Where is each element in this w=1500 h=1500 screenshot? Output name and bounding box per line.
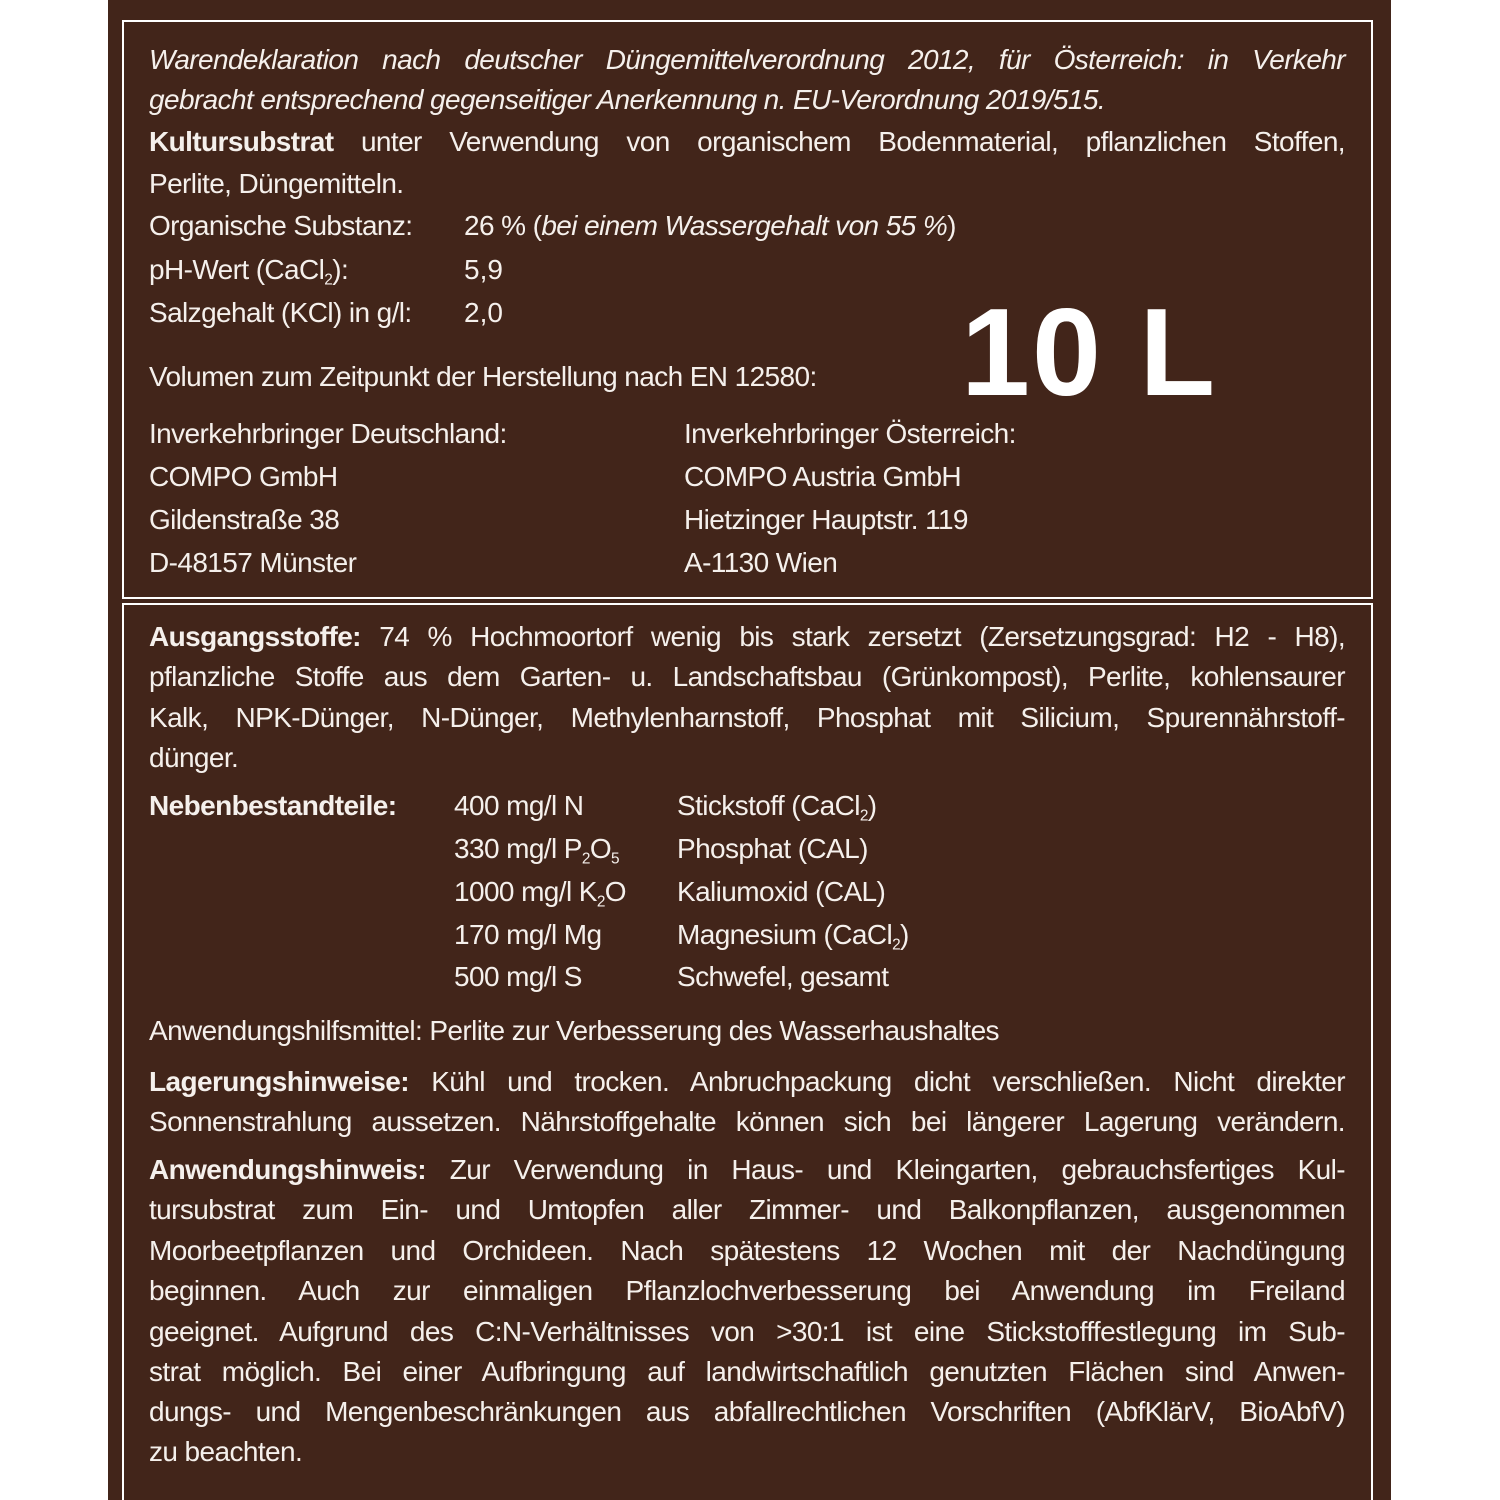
ingredients-line-2: pflanzliche Stoffe aus dem Garten- u. Landschaftsbau (Grünkompost), Perlite, kohlensaurer [149,661,1345,692]
usage-line: geeignet. Aufgrund des C:N-Verhältnisses von >30:1 ist eine Stickstofffestlegung im Sub- [149,1316,1345,1347]
organic-label: Organische Substanz: [149,210,413,241]
ingredients-label: Ausgangsstoffe: [149,621,361,652]
nutrients-label: Nebenbestandteile: [149,790,397,821]
distributor-at-name: COMPO Austria GmbH [684,461,962,492]
application-aid-label: Anwendungshilfsmittel: [149,1015,423,1046]
distributor-de-heading: Inverkehrbringer Deutschland: [149,418,507,449]
organic-note: bei einem Wassergehalt von 55 % [541,210,948,241]
substrate-line-2: Perlite, Düngemitteln. [149,168,404,199]
usage-line-1: Anwendungshinweis: Zur Verwendung in Haus- und Kleingarten, gebrauchsfertiges Kul- [149,1154,1345,1185]
usage-line: tursubstrat zum Ein- und Umtopfen aller Zimmer- und Balkonpflanzen, ausgenommen [149,1194,1345,1225]
ph-value: 5,9 [464,254,503,285]
nutrient-name: Magnesium (CaCl$_2$) [677,919,909,954]
storage-line-2: Sonnenstrahlung aussetzen. Nährstoffgehalte können sich bei längerer Lagerung verändern. [149,1106,1345,1137]
ingredients-line-1: Ausgangsstoffe: 74 % Hochmoortorf wenig bis stark zersetzt (Zersetzungsgrad: H2 - H8), [149,621,1345,652]
ingredients-line-4: dünger. [149,742,239,773]
application-aid: Anwendungshilfsmittel: Perlite zur Verbesserung des Wasserhaushaltes [149,1015,999,1046]
nutrient-name: Kaliumoxid (CAL) [677,876,886,907]
nutrient-name: Stickstoff (CaCl$_2$) [677,790,877,825]
declaration-line-2: gebracht entsprechend gegenseitiger Anerkennung n. EU-Verordnung 2019/515. [149,84,1106,115]
volume-label: Volumen zum Zeitpunkt der Herstellung nach EN 12580: [149,361,817,392]
ingredients-box [122,603,1373,1500]
distributor-de-city: D-48157 Münster [149,547,357,578]
substrate-label: Kultursubstrat [149,126,334,157]
nutrient-amount: 1000 mg/l $K_2O$ [454,876,626,911]
usage-line: beginnen. Auch zur einmaligen Pflanzlochverbesserung bei Anwendung im Freiland [149,1275,1345,1306]
nutrient-amount: 500 mg/l S [454,961,582,992]
declaration-box [122,20,1373,599]
usage-last-line: zu beachten. [149,1436,303,1467]
substrate-line-1 [149,126,1345,158]
organic-value: 26 % (bei einem Wassergehalt von 55 %) [464,210,956,241]
nutrient-amount: 330 mg/l $P_2O_5$ [454,833,619,868]
storage-line-1: Lagerungshinweise: Kühl und trocken. Anbruchpackung dicht verschließen. Nicht direkter [149,1066,1345,1097]
nutrient-name: Phosphat (CAL) [677,833,868,864]
distributor-de-street: Gildenstraße 38 [149,504,340,535]
distributor-at-city: A-1130 Wien [684,547,838,578]
usage-label: Anwendungshinweis: [149,1154,426,1185]
nutrient-amount: 170 mg/l Mg [454,919,602,950]
usage-line: dungs- und Mengenbeschränkungen aus abfallrechtlichen Vorschriften (AbfKlärV, BioAbfV) [149,1396,1345,1427]
distributor-de-name: COMPO GmbH [149,461,338,492]
substrate-text: unter Verwendung von organischem Bodenmaterial, pflanzlichen Stoffen, [333,126,1345,157]
ph-label: pH-Wert (CaCl$_2$): [149,254,349,289]
usage-line: strat möglich. Bei einer Aufbringung auf landwirtschaftlich genutzten Flächen sind Anwen- [149,1356,1345,1387]
nutrient-name: Schwefel, gesamt [677,961,889,992]
salt-label: Salzgehalt (KCl) in g/l: [149,297,412,328]
usage-line: Moorbeetpflanzen und Orchideen. Nach spätestens 12 Wochen mit der Nachdüngung [149,1235,1345,1266]
distributor-at-street: Hietzinger Hauptstr. 119 [684,504,968,535]
nutrient-amount: 400 mg/l N [454,790,584,821]
product-label [108,0,1391,1500]
declaration-line-1: Warendeklaration nach deutscher Düngemittelverordnung 2012, für Österreich: in Verkehr [149,44,1345,75]
ingredients-line-3: Kalk, NPK-Dünger, N-Dünger, Methylenharnstoff, Phosphat mit Silicium, Spurennährstoff- [149,702,1345,733]
distributor-at-heading: Inverkehrbringer Österreich: [684,418,1016,449]
volume-value: 10 L [961,284,1218,422]
salt-value: 2,0 [464,297,503,328]
storage-label: Lagerungshinweise: [149,1066,409,1097]
